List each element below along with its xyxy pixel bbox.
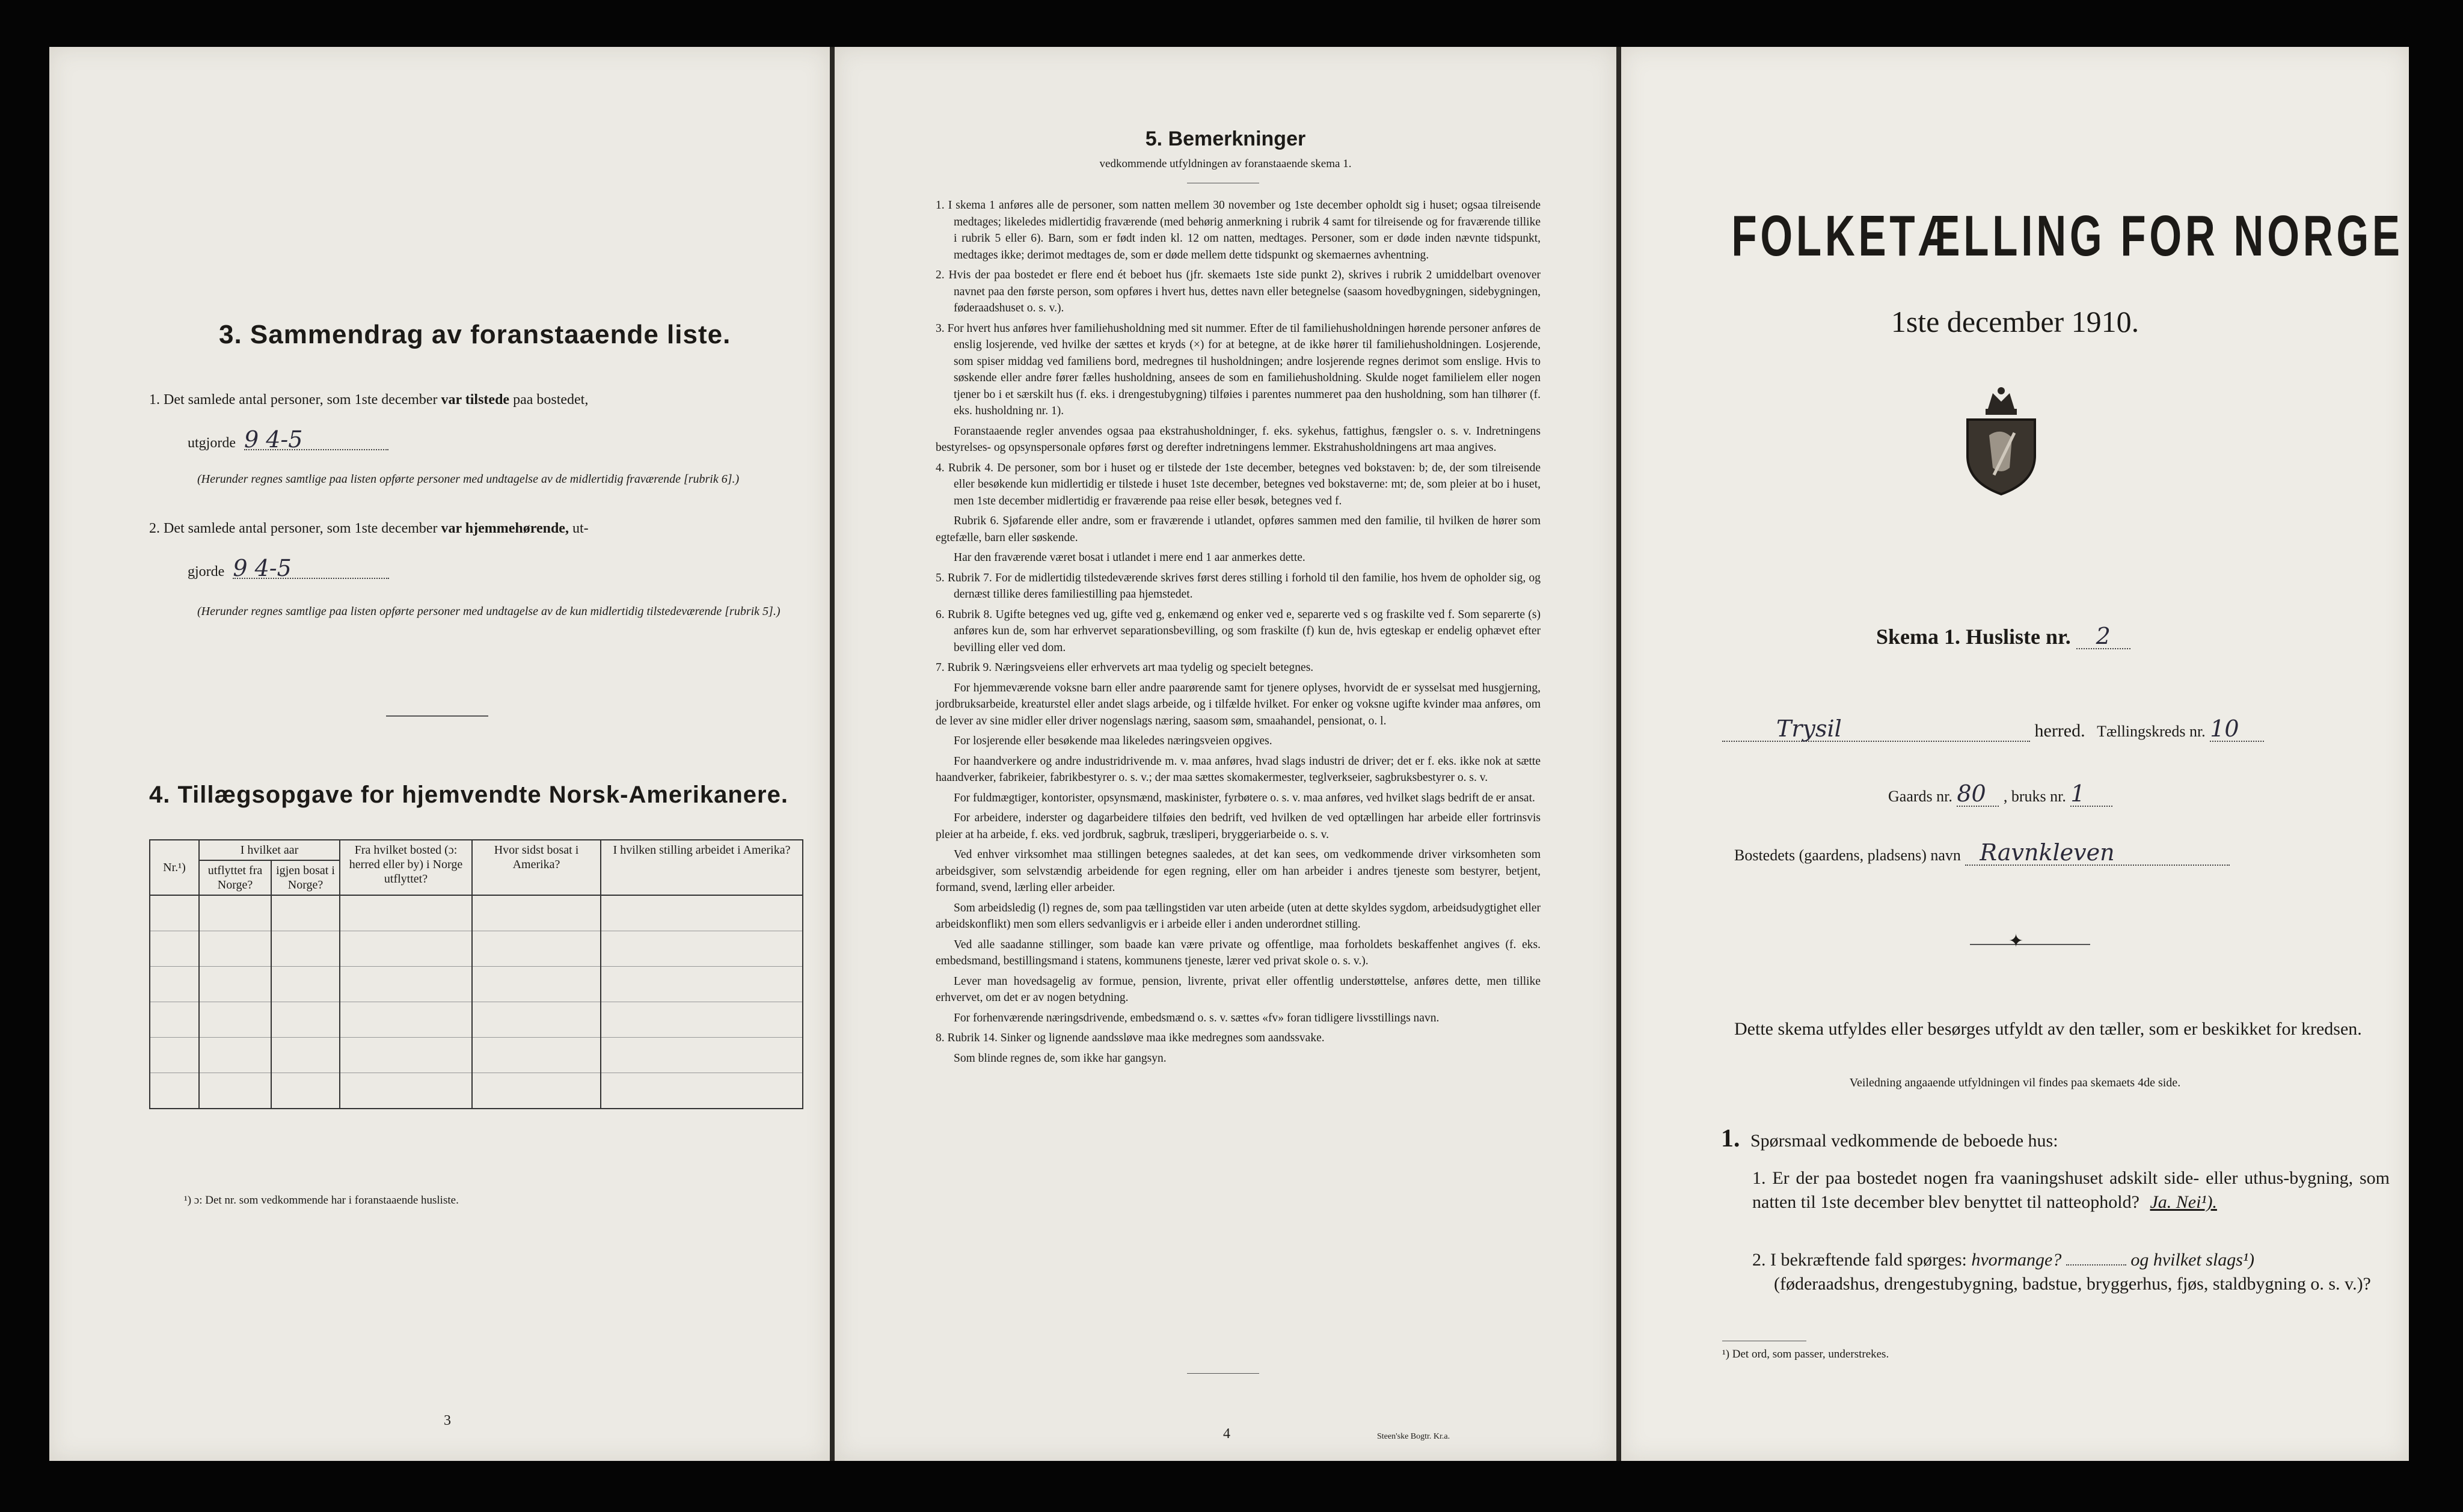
husliste-number: 2 xyxy=(2076,624,2130,649)
item2-gjorde-row xyxy=(188,555,389,581)
remark-paragraph: Har den fraværende været bosat i utlandet i mere end 1 aar anmerkes dette. xyxy=(954,551,1305,564)
header-igjen-bosat: igjen bosat i Norge? xyxy=(271,860,340,895)
remark-paragraph: Ved alle saadanne stillinger, som baade kan være private og offentlige, maa forholdets beskaffenhet angives (f. eks. embedsmand, bestillingsmand i statens, kommunens tjeneste, lærer ved privat skole o. s. v.). xyxy=(936,938,1541,967)
page-number: 4 xyxy=(1223,1426,1230,1442)
bosted-label: Bostedets (gaardens, pladsens) navn xyxy=(1734,846,1961,864)
item2-handwritten-count: 9 4-5 xyxy=(233,559,389,579)
right-page xyxy=(1621,47,2409,1461)
questions-heading xyxy=(1721,1127,2058,1153)
remark-paragraph: 5. Rubrik 7. For de midlertidig tilstedeværende skrives først deres stilling i forhold til den familie, hos hvem de opholder sig, og dernæst tillike deres familiestilling paa hjemstedet. xyxy=(936,571,1541,601)
questions-heading-number: 1. xyxy=(1721,1125,1740,1152)
remark-paragraph: Foranstaaende regler anvendes ogsaa paa ekstrahusholdninger, f. eks. sykehus, fattighus, fængsler o. s. v. Indretningens bestyrelses- og opsynspersonale opføres først og derefter indretningens lemmer. Ekstrahusholdningens art maa angives. xyxy=(936,424,1541,454)
remark-paragraph: For losjerende eller besøkende maa likeledes næringsveien opgives. xyxy=(954,735,1272,747)
norway-coat-of-arms-icon xyxy=(1959,385,2043,497)
bosted-name: Ravnkleven xyxy=(1965,840,2230,866)
remark-paragraph: 2. Hvis der paa bostedet er flere end ét beboet hus (jfr. skemaets 1ste side punkt 2), skrives i rubrik 2 umiddelbart ovenover navnet paa den første person, som opføres i hvert hus, dettes navn eller betegnelse (saasom hovedbygningen, sidebygningen, føderaadshuset o. s. v.). xyxy=(936,269,1541,314)
bosted-row xyxy=(1734,840,2390,868)
middle-page xyxy=(835,47,1616,1461)
bruks-number: 1 xyxy=(2070,782,2112,807)
question-2-detail: (føderaadshus, drengestubygning, badstue, bryggerhus, fjøs, staldbygning o. s. v.)? xyxy=(1774,1274,2371,1294)
skema-label: Skema 1. Husliste nr. xyxy=(1876,625,2071,649)
kreds-number: 10 xyxy=(2210,717,2264,742)
item2-bold: var hjemmehørende, xyxy=(441,521,569,536)
item1-text: 1. Det samlede antal personer, som 1ste december xyxy=(149,392,438,408)
footnote: ¹) Det ord, som passer, understrekes. xyxy=(1722,1348,1889,1360)
section-3-title: 3. Sammendrag av foranstaaende liste. xyxy=(219,320,731,349)
remark-paragraph: Lever man hovedsagelig av formue, pension, livrente, privat eller offentlig understøttelse, anføres dette, men tillike erhvervet, om det er av nogen betydning. xyxy=(936,975,1541,1004)
norsk-amerikanere-table xyxy=(149,839,803,1109)
divider xyxy=(386,715,488,717)
remark-paragraph: Rubrik 6. Sjøfarende eller andre, som er fraværende i utlandet, opføres sammen med den familie, til hvilken de hører som egtefælle, barn eller søskende. xyxy=(936,515,1541,544)
page-number: 3 xyxy=(444,1413,451,1428)
questions-heading-text: Spørsmaal vedkommende de beboede hus: xyxy=(1750,1131,2058,1151)
gaards-row xyxy=(1888,782,2112,809)
remark-paragraph: 8. Rubrik 14. Sinker og lignende aandssløve maa ikke medregnes som aandssvake. xyxy=(936,1032,1325,1044)
item2-note: (Herunder regnes samtlige paa listen opførte personer med undtagelse av de kun midlertidig tilstedeværende [rubrik 5].) xyxy=(197,605,781,618)
intro-text: Dette skema utfyldes eller besørges utfyldt av den tæller, som er beskikket for kredsen. xyxy=(1734,1019,2362,1039)
question-1-answer: Ja. Nei¹). xyxy=(2150,1192,2217,1212)
item2-text: 2. Det samlede antal personer, som 1ste december xyxy=(149,521,438,536)
header-stilling-amerika: I hvilken stilling arbeidet i Amerika? xyxy=(601,840,803,895)
remark-paragraph: For fuldmægtiger, kontorister, opsynsmænd, maskinister, fyrbøtere o. s. v. maa anføres, ved hvilket slags bedrift de er ansat. xyxy=(954,791,1535,804)
table-row xyxy=(150,1038,803,1073)
item1-note: (Herunder regnes samtlige paa listen opførte personer med undtagelse av de midlertidig fraværende [rubrik 6].) xyxy=(197,473,740,486)
page-fold xyxy=(830,47,835,1461)
question-2 xyxy=(1752,1248,2390,1296)
remark-paragraph: For arbeidere, inderster og dagarbeidere tilføies den bedrift, ved hvilken de ved optællingen har arbeide eller fortrinsvis pleier at ha arbeide, f. eks. ved jordbruk, sagbruk, træsliperi, bryggeriarbeide o. s. v. xyxy=(936,812,1541,841)
item1-handwritten-count: 9 4-5 xyxy=(244,430,388,450)
remark-paragraph: 7. Rubrik 9. Næringsveiens eller erhvervets art maa tydelig og specielt betegnes. xyxy=(936,661,1314,674)
herred-name: Trysil xyxy=(1722,717,2030,742)
remark-paragraph: 3. For hvert hus anføres hver familiehusholdning med sit nummer. Efter de til familiehusholdningen hørende personer anføres de enslig losjerende, ved hvilke der sættes et kryds (×) for at betegne, at de ikke hører til familiehusholdningen. Losjerende, som spiser middag ved familiens bord, medregnes til husholdningen; andre losjerende regnes derimot som enslige. Hvis to søskende eller andre fører fælles husholdning, ansees de som en familiehusholdning. Skulde noget familielem eller nogen tjener bo i et særskilt hus (f. eks. i drengestubygning) tilføies i parentes nummeret paa den husholdning, som han tilhører (f. eks. husholdning nr. 1). xyxy=(936,322,1541,417)
table-footnote: ¹) ɔ: Det nr. som vedkommende har i foranstaaende husliste. xyxy=(184,1194,459,1207)
left-page xyxy=(49,47,830,1461)
summary-item-1 xyxy=(149,391,805,409)
item1-utgjorde-row xyxy=(188,426,388,453)
question-2-blank xyxy=(2066,1264,2126,1266)
header-nr: Nr.¹) xyxy=(150,840,199,895)
bruks-label: , bruks nr. xyxy=(2003,788,2066,805)
table-row xyxy=(150,1073,803,1109)
item1-utgjorde-label: utgjorde xyxy=(188,435,236,451)
remark-paragraph: For forhenværende næringsdrivende, embedsmænd o. s. v. sættes «fv» foran tidligere livsstillings navn. xyxy=(954,1011,1440,1024)
table-row xyxy=(150,931,803,967)
header-utflyttet: utflyttet fra Norge? xyxy=(199,860,271,895)
remark-paragraph: 6. Rubrik 8. Ugifte betegnes ved ug, gifte ved g, enkemænd og enker ved e, separerte ved s og fraskilte ved f. Som separerte (s) anføres kun de, som har erhvervet separationsbevilling, og som fraskilte (f) kun de, hvis egteskap er endelig ophævet efter bevilling eller ved dom. xyxy=(936,608,1541,654)
item1-bold: var tilstede xyxy=(441,392,510,408)
remarks-title: 5. Bemerkninger xyxy=(1145,127,1306,150)
table-row xyxy=(150,895,803,931)
page-fold xyxy=(1616,47,1621,1461)
remark-paragraph: Som arbeidsledig (l) regnes de, som paa tællingstiden var uten arbeide (uten at dette skyldes sygdom, arbeidsudygtighet eller arbeidskonflikt) men som ellers sedvanligvis er i arbeide eller i anden underordnet stilling. xyxy=(936,901,1541,931)
remark-paragraph: Som blinde regnes de, som ikke har gangsyn. xyxy=(954,1051,1167,1065)
remark-paragraph: Ved enhver virksomhet maa stillingen betegnes saaledes, at det kan sees, om vedkommende driver virksomheten som arbeidsgiver, som selvstændig arbeidende for egen regning, eller om han arbeider i andres tjeneste som bestyrer, betjent, formand, svend, lærling eller arbeider. xyxy=(936,848,1541,894)
remark-paragraph: 4. Rubrik 4. De personer, som bor i huset og er tilstede der 1ste december, betegnes ved bokstaven: b; de, der som tilreisende eller besøkende kun midlertidig er tilstede i huset 1ste december, betegnes ved bokstaverne: mt; de, som pleier at bo i huset, men 1ste december midlertidig er fraværende paa reise eller besøk, betegnes ved f. xyxy=(936,461,1541,507)
printer-mark: Steen'ske Bogtr. Kr.a. xyxy=(1377,1432,1450,1441)
section-4-title: 4. Tillægsopgave for hjemvendte Norsk-Amerikanere. xyxy=(149,782,788,808)
ornament-divider xyxy=(1970,944,2090,945)
table-row xyxy=(150,967,803,1002)
intro-small-text: Veiledning angaaende utfyldningen vil findes paa skemaets 4de side. xyxy=(1849,1076,2181,1089)
question-2-text: 2. I bekræftende fald spørges: xyxy=(1752,1250,1967,1270)
question-1 xyxy=(1752,1166,2390,1214)
summary-item-2 xyxy=(149,519,805,538)
header-i-hvilket-aar: I hvilket aar xyxy=(199,840,340,860)
item2-gjorde-label: gjorde xyxy=(188,564,225,580)
item2-text-b: ut- xyxy=(572,521,589,536)
question-2-slags: og hvilket slags¹) xyxy=(2130,1250,2254,1270)
remark-paragraph: 1. I skema 1 anføres alle de personer, som natten mellem 30 november og 1ste december opholdt sig i huset; ogsaa tilreisende medtages; likeledes midlertidig fraværende (med behørig anmerkning i rubrik 4 samt for tilreisende og for fraværende tillike i rubrik 5 eller 6). Barn, som er født inden kl. 12 om natten, medtages. Personer, som er døde inden nævnte tidspunkt, medtages ikke; derimot medtages de, som er døde mellem dette tidspunkt og skemaernes avhentning. xyxy=(936,199,1541,262)
question-2-hvormange: hvormange? xyxy=(1971,1250,2062,1270)
gaards-label: Gaards nr. xyxy=(1888,788,1952,805)
remarks-body xyxy=(936,197,1541,1070)
herred-label: herred. xyxy=(2034,721,2085,741)
question-1-text: 1. Er der paa bostedet nogen fra vaaningshuset adskilt side- eller uthus-bygning, som natten til 1ste december blev benyttet til natteophold? xyxy=(1752,1168,2390,1212)
remark-paragraph: For hjemmeværende voksne barn eller andre paarørende samt for tjenere oplyses, hvorvidt de er sysselsat med husgjerning, jordbruksarbeide, kreaturstel eller andet slags arbeide, og i tilfælde hvilket. For enker og voksne ugifte kvinder maa anføres, om de lever av sine midler eller driver nogenslags næring, saasom søm, smaahandel, pensionat, o. l. xyxy=(936,681,1541,727)
header-fra-bosted: Fra hvilket bosted (ɔ: herred eller by) i Norge utflyttet? xyxy=(340,840,472,895)
skema-row xyxy=(1876,624,2130,649)
remarks-subtitle: vedkommende utfyldningen av foranstaaende skema 1. xyxy=(1099,158,1352,170)
ornament-icon: ✦ xyxy=(2008,931,2024,951)
item1-text-b: paa bostedet, xyxy=(513,392,589,408)
table-row xyxy=(150,1002,803,1038)
herred-row xyxy=(1722,717,2384,744)
divider xyxy=(1187,1373,1259,1374)
header-bosat-amerika: Hvor sidst bosat i Amerika? xyxy=(472,840,601,895)
census-title: FOLKETÆLLING FOR NORGE xyxy=(1731,204,2403,268)
census-date: 1ste december 1910. xyxy=(1891,305,2139,338)
remark-paragraph: For haandverkere og andre industridrivende m. v. maa anføres, hvad slags industri de driver; det er f. eks. ikke nok at sætte haandverker, fabrikeier, fabrikbestyrer o. s. v.; der maa sættes skomakermester, teglverkseier, sagbruksbestyrer o. s. v. xyxy=(936,754,1541,784)
gaards-number: 80 xyxy=(1957,782,1999,807)
kreds-label: Tællingskreds nr. xyxy=(2097,723,2206,740)
